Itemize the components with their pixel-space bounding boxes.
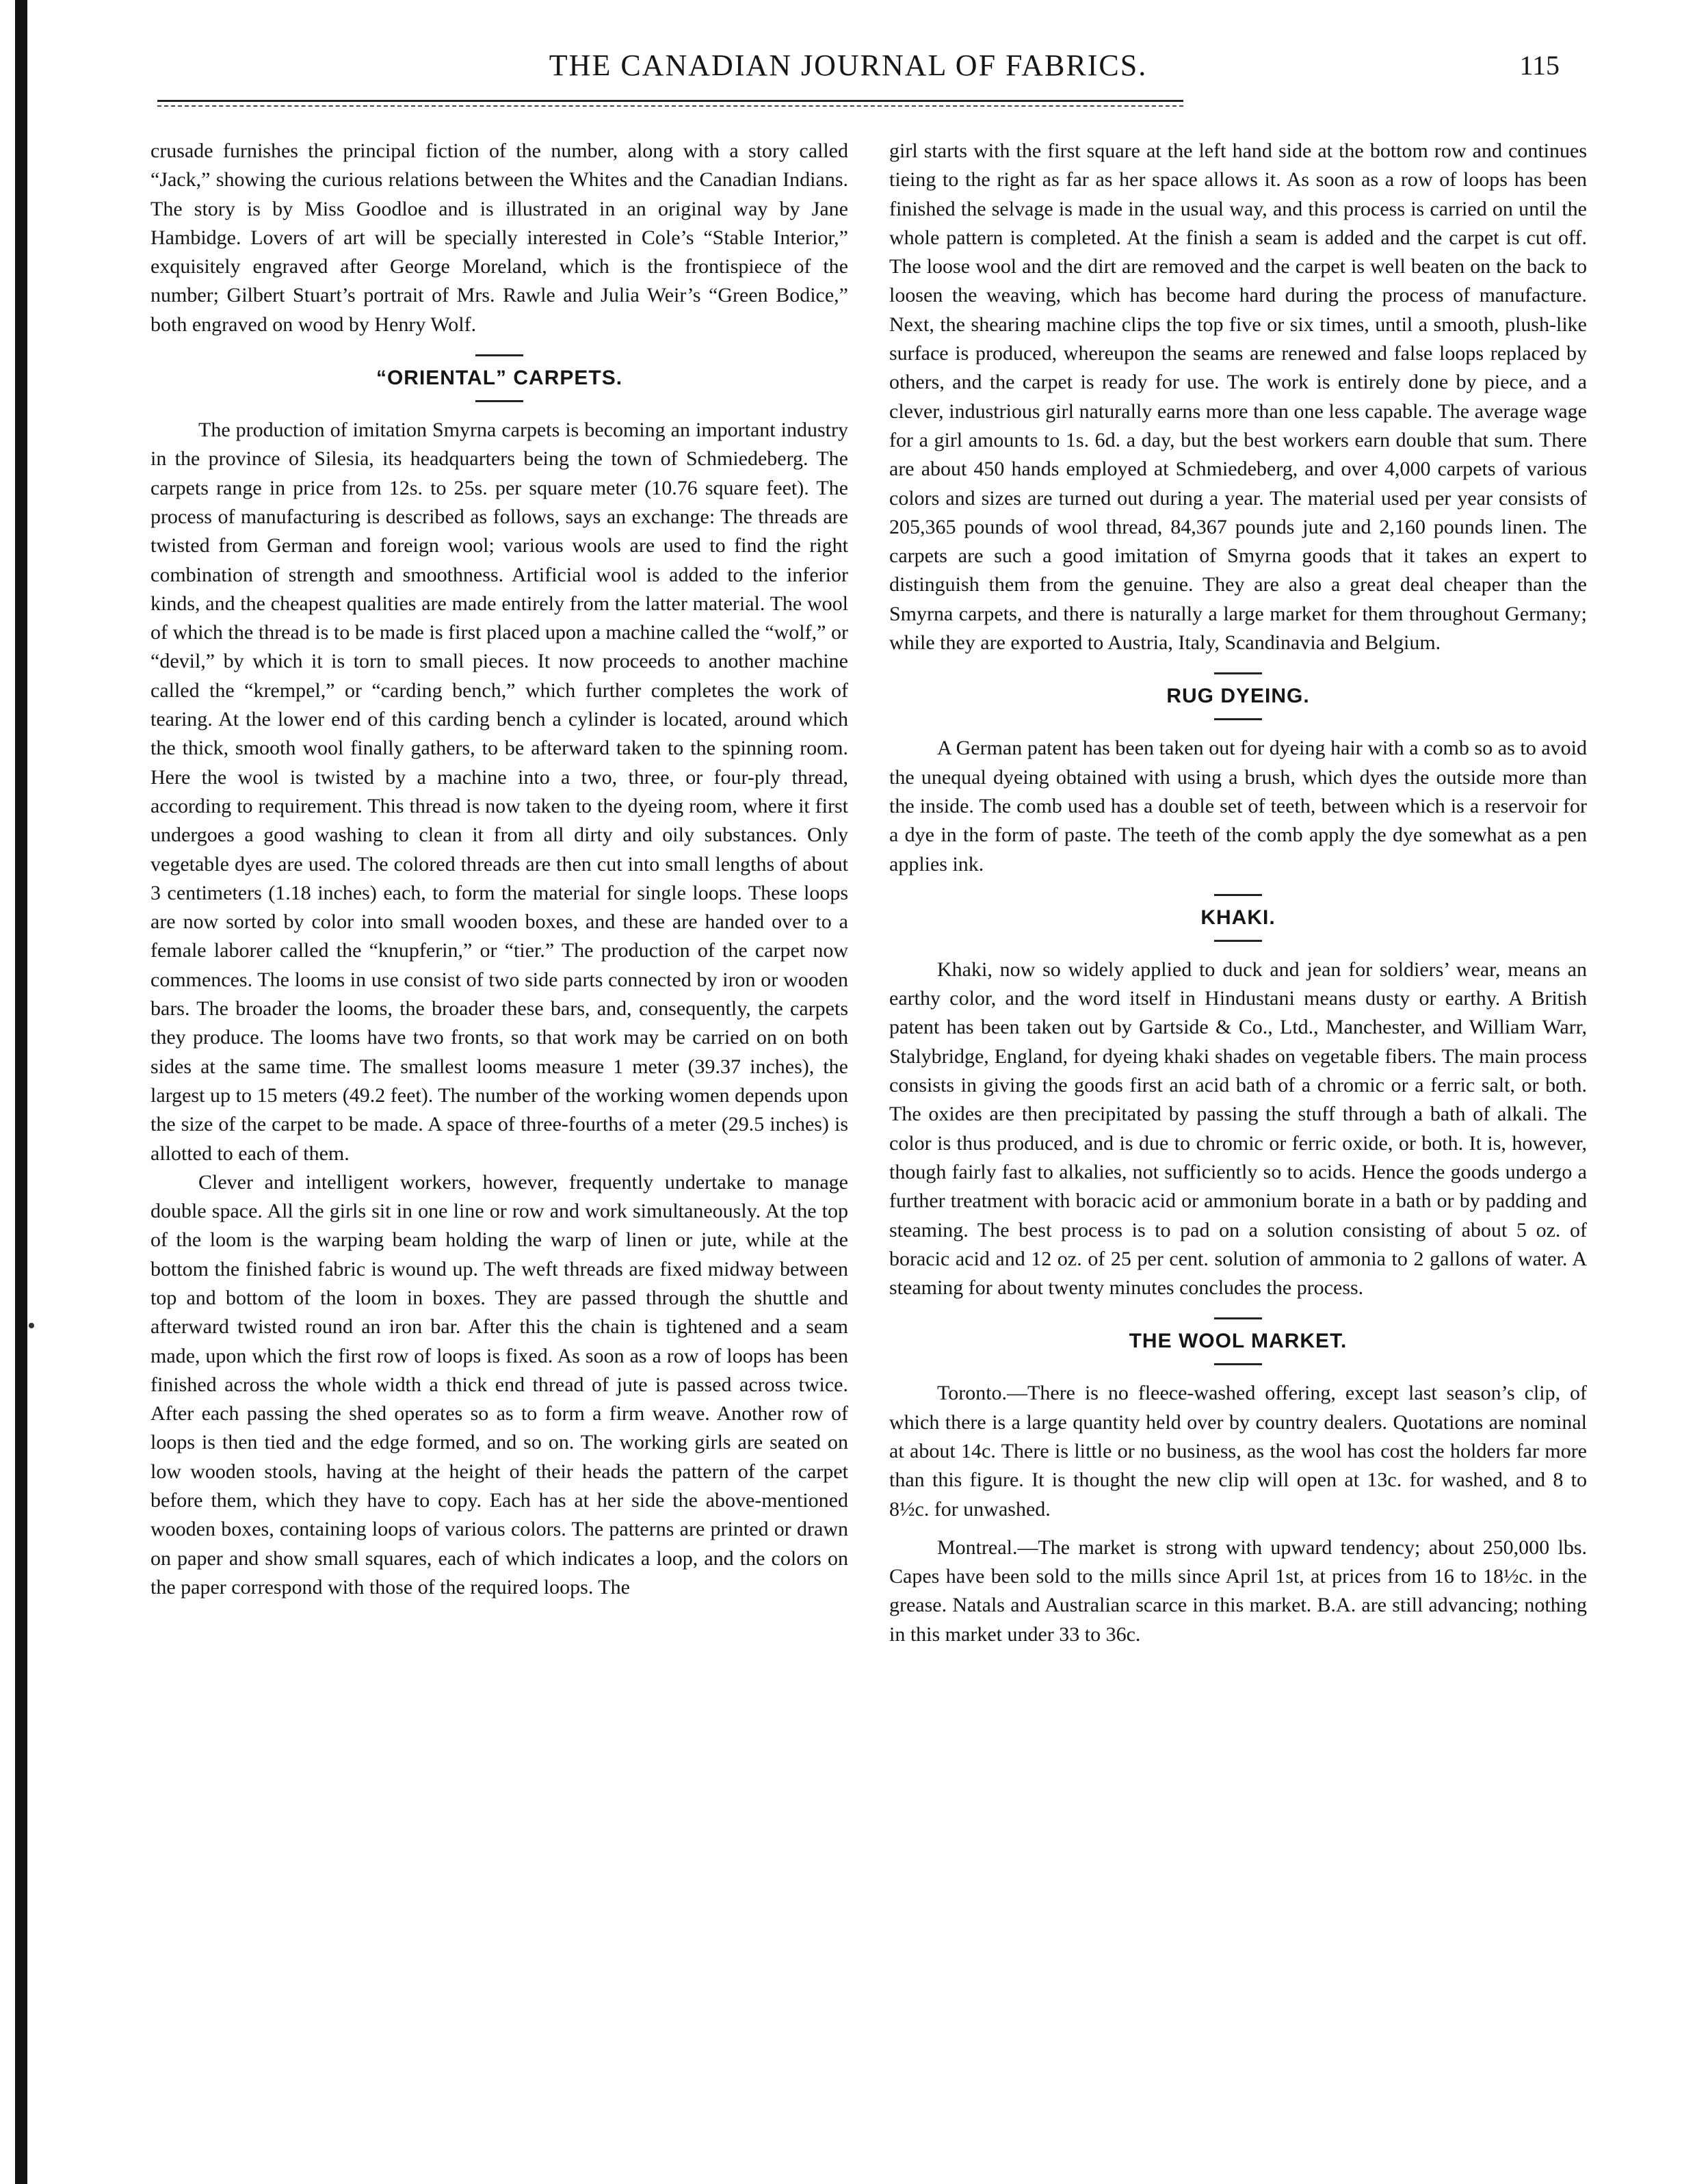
section-rule — [475, 400, 523, 402]
margin-mark-icon: • — [27, 1313, 36, 1339]
page-binding-edge — [15, 0, 27, 2184]
header-rule — [157, 100, 1183, 107]
page-number: 115 — [1519, 50, 1560, 81]
left-column — [150, 137, 848, 1602]
wool-montreal-paragraph: Montreal.—The market is strong with upward tendency; about 250,000 lbs. Capes have been sold to the mills since April 1st, at prices from 16 to 18½c. in the grease. Natals and Australian scarce in this market. B.A. are still advancing; nothing in this market under 33 to 36c. — [889, 1536, 1587, 1646]
section-rule — [475, 354, 523, 356]
section-rule — [1214, 894, 1262, 896]
section-rule — [1214, 1317, 1262, 1319]
wool-toronto-paragraph: Toronto.—There is no fleece-washed offering, except last season’s clip, of which there is a large quantity held over by country dealers. Quotations are nominal at about 14c. There is little or no business, as the wool has cost the holders far more than this figure. It is thought the new clip will open at 13c. for washed, and 8 to 8½c. for unwashed. — [889, 1382, 1587, 1521]
khaki-heading: KHAKI. — [1200, 906, 1276, 929]
section-rule — [1214, 940, 1262, 942]
rug-dyeing-paragraph: A German patent has been taken out for dyeing hair with a comb so as to avoid the unequal dyeing obtained with using a brush, which dyes the outside more than the inside. The comb used has a double set of teeth, between which is a reservoir for a dye in the form of paste. The teeth of the comb apply the dye somewhat as a pen applies ink. — [889, 737, 1587, 876]
section-rule — [1214, 718, 1262, 720]
carpets-paragraph-2: Clever and intelligent workers, however, frequently undertake to manage double space. All the girls sit in one line or row and work simultaneously. At the top of the loom is the warping beam holding the warp of linen or jute, while at the bottom the finished fabric is wound up. The weft threads are fixed midway between top and bottom of the loom in boxes. They are passed through the shuttle and afterward twisted round an iron bar. After this the chain is tightened and a seam made, upon which the first row of loops is fixed. As soon as a row of loops has been finished across the whole width a thick end thread of jute is passed across twice. After each passing the shed operates so as to form a firm weave. Another row of loops is then tied and the edge formed, and so on. The working girls are seated on low wooden stools, having at the height of their heads the pattern of the carpet before them, which they have to copy. Each has at her side the above-mentioned wooden boxes, containing loops of various colors. The patterns are printed or drawn on paper and show small squares, each of which indicates a loop, and the colors on the paper correspond with those of the required loops. The — [150, 1170, 848, 1598]
section-rule — [1214, 672, 1262, 674]
wool-market-heading: THE WOOL MARKET. — [1129, 1330, 1348, 1353]
section-rule — [1214, 1363, 1262, 1365]
page-header — [137, 48, 1560, 96]
intro-paragraph: crusade furnishes the principal fiction of the number, along with a story called “Jack,” showing the curious relations between the Whites and the Canadian Indians. The story is by Miss Goodloe and is illustrated in an original way by Jane Hambidge. Lovers of art will be specially interested in Cole’s “Stable Interior,” exquisitely engraved after George Moreland, which is the frontispiece of the number; Gilbert Stuart’s portrait of Mrs. Rawle and Julia Weir’s “Green Bodice,” both engraved on wood by Henry Wolf. — [150, 140, 848, 336]
rug-dyeing-heading: RUG DYEING. — [1166, 685, 1310, 708]
carpets-paragraph-1: The production of imitation Smyrna carpets is becoming an important industry in the province of Silesia, its headquarters being the town of Schmiedeberg. The carpets range in price from 12s. to 25s. per square meter (10.76 square feet). The process of manufacturing is described as follows, says an exchange: The threads are twisted from German and foreign wool; various wools are used to find the right combination of strength and smoothness. Artificial wool is added to the inferior kinds, and the cheapest qualities are made entirely from the latter material. The wool of which the thread is to be made is first placed upon a machine called the “wolf,” or “devil,” by which it is torn to small pieces. It now proceeds to another machine called the “krempel,” or “carding bench,” which further completes the work of tearing. At the lower end of this carding bench a cylinder is located, around which the thick, smooth wool finally gathers, to be afterward taken to the spinning room. Here the wool is twisted by a machine into a two, three, or four-ply thread, according to requirement. This thread is now taken to the dyeing room, where it first undergoes a good washing to clean it from all dirty and oily substances. Only vegetable dyes are used. The colored threads are then cut into small lengths of about 3 centimeters (1.18 inches) each, to form the material for single loops. These loops are now sorted by color into small wooden boxes, and these are handed over to a female laborer called the “knupferin,” or “tier.” The production of the carpet now commences. The looms in use consist of two side parts connected by iron or wooden bars. The broader the looms, the broader these bars, and, consequently, the carpets they produce. The looms have two fronts, so that work may be carried on on both sides at the same time. The smallest looms measure 1 meter (39.37 inches), the largest up to 15 meters (49.2 feet). The number of the working women depends upon the size of the carpet to be made. A space of three-fourths of a meter (29.5 inches) is allotted to each of them. — [150, 419, 848, 1165]
right-column — [889, 137, 1587, 1649]
khaki-paragraph: Khaki, now so widely applied to duck and jean for soldiers’ wear, means an earthy color, and the word itself in Hindustani means dusty or earthy. A British patent has been taken out by Gartside & Co., Ltd., Manchester, and William Warr, Stalybridge, England, for dyeing khaki shades on vegetable fibers. The main process consists in giving the goods first an acid bath of a chromic or a ferric salt, or both. The oxides are then precipitated by passing the stuff through a bath of alkali. The color is thus produced, and is due to chromic or ferric oxide, or both. It is, however, though fairly fast to alkalies, not sufficiently so to acids. Hence the goods undergo a further treatment with boracic acid or ammonium borate in a bath or by padding and steaming. The best process is to pad on a solution consisting of about 5 oz. of boracic acid and 12 oz. of 25 per cent. solution of ammonia to 2 gallons of water. A steaming for about twenty minutes concludes the process. — [889, 958, 1587, 1300]
journal-title: THE CANADIAN JOURNAL OF FABRICS. — [549, 49, 1148, 82]
carpets-heading: “ORIENTAL” CARPETS. — [376, 367, 623, 390]
carpets-continued: girl starts with the first square at the left hand side at the bottom row and continues tieing to the right as far as her space allows it. As soon as a row of loops has been finished the selvage is made in the usual way, and this process is carried on until the whole pattern is completed. At the finish a seam is added and the carpet is cut off. The loose wool and the dirt are removed and the carpet is well beaten on the back to loosen the weaving, which has become hard during the process of manufacture. Next, the shearing machine clips the top five or six times, until a smooth, plush-like surface is produced, whereupon the seams are renewed and false loops replaced by others, and the carpet is ready for use. The work is entirely done by piece, and a clever, industrious girl naturally earns more than one less capable. The average wage for a girl amounts to 1s. 6d. a day, but the best workers earn double that sum. There are about 450 hands employed at Schmiedeberg, and over 4,000 carpets of various colors and sizes are turned out during a year. The material used per year consists of 205,365 pounds of wool thread, 84,367 pounds jute and 2,160 pounds linen. The carpets are such a good imitation of Smyrna goods that it takes an expert to distinguish them from the genuine. They are also a great deal cheaper than the Smyrna carpets, and there is naturally a large market for them throughout Germany; while they are exported to Austria, Italy, Scandinavia and Belgium. — [889, 140, 1587, 655]
